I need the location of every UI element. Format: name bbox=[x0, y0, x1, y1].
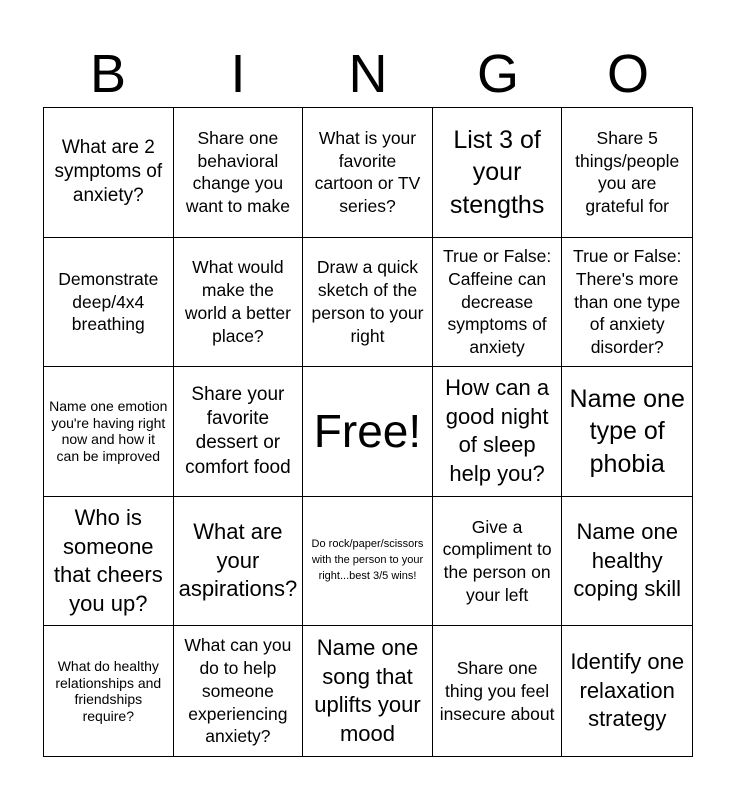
bingo-cell-b2[interactable]: Demonstrate deep/4x4 breathing bbox=[44, 238, 174, 368]
bingo-cell-o1[interactable]: Share 5 things/people you are grateful for bbox=[562, 108, 692, 238]
bingo-cell-g4[interactable]: Give a compliment to the person on your left bbox=[433, 497, 563, 627]
bingo-cell-b3[interactable]: Name one emotion you're having right now and how it can be improved bbox=[44, 367, 174, 497]
bingo-cell-n5[interactable]: Name one song that uplifts your mood bbox=[303, 626, 433, 756]
bingo-cell-i1[interactable]: Share one behavioral change you want to make bbox=[174, 108, 304, 238]
bingo-cell-o2[interactable]: True or False: There's more than one type of anxiety disorder? bbox=[562, 238, 692, 368]
header-letter-g: G bbox=[476, 44, 519, 104]
bingo-cell-o5[interactable]: Identify one relaxation strategy bbox=[570, 649, 685, 732]
bingo-cell-g2[interactable]: True or False: Caffeine can decrease symptoms of anxiety bbox=[433, 238, 563, 368]
bingo-header bbox=[43, 42, 693, 106]
bingo-cell-g5[interactable]: Share one thing you feel insecure about bbox=[433, 626, 563, 756]
bingo-cell-b5[interactable]: What do healthy relationships and friendships require? bbox=[44, 626, 174, 756]
header-letter-n: N bbox=[348, 44, 388, 104]
header-letter-i: I bbox=[230, 44, 246, 104]
bingo-cell-b4[interactable]: Who is someone that cheers you up? bbox=[44, 497, 174, 627]
bingo-cell-i4[interactable]: What are your aspirations? bbox=[174, 497, 304, 627]
header-letter-o: O bbox=[606, 44, 649, 104]
bingo-cell-b1[interactable]: What are 2 symptoms of anxiety? bbox=[44, 108, 174, 238]
bingo-cell-g3[interactable]: How can a good night of sleep help you? bbox=[433, 367, 563, 497]
bingo-cell-i5[interactable]: What can you do to help someone experiencing anxiety? bbox=[174, 626, 304, 756]
bingo-cell-n2[interactable]: Draw a quick sketch of the person to your right bbox=[303, 238, 433, 368]
free-space-cell[interactable]: Free! bbox=[303, 367, 433, 497]
header-letter-b: B bbox=[89, 44, 127, 104]
bingo-card-grid bbox=[43, 107, 693, 757]
bingo-cell-o3[interactable]: Name one type of phobia bbox=[562, 367, 692, 497]
bingo-cell-g1[interactable]: List 3 of your stengths bbox=[433, 108, 563, 238]
bingo-cell-n1[interactable]: What is your favorite cartoon or TV series? bbox=[303, 108, 433, 238]
bingo-cell-i3[interactable]: Share your favorite dessert or comfort food bbox=[174, 367, 304, 497]
bingo-cell-n4[interactable]: Do rock/paper/scissors with the person to your right...best 3/5 wins! bbox=[303, 497, 433, 627]
bingo-cell-i2[interactable]: What would make the world a better place? bbox=[174, 238, 304, 368]
bingo-cell-o4[interactable]: Name one healthy coping skill bbox=[562, 497, 692, 627]
